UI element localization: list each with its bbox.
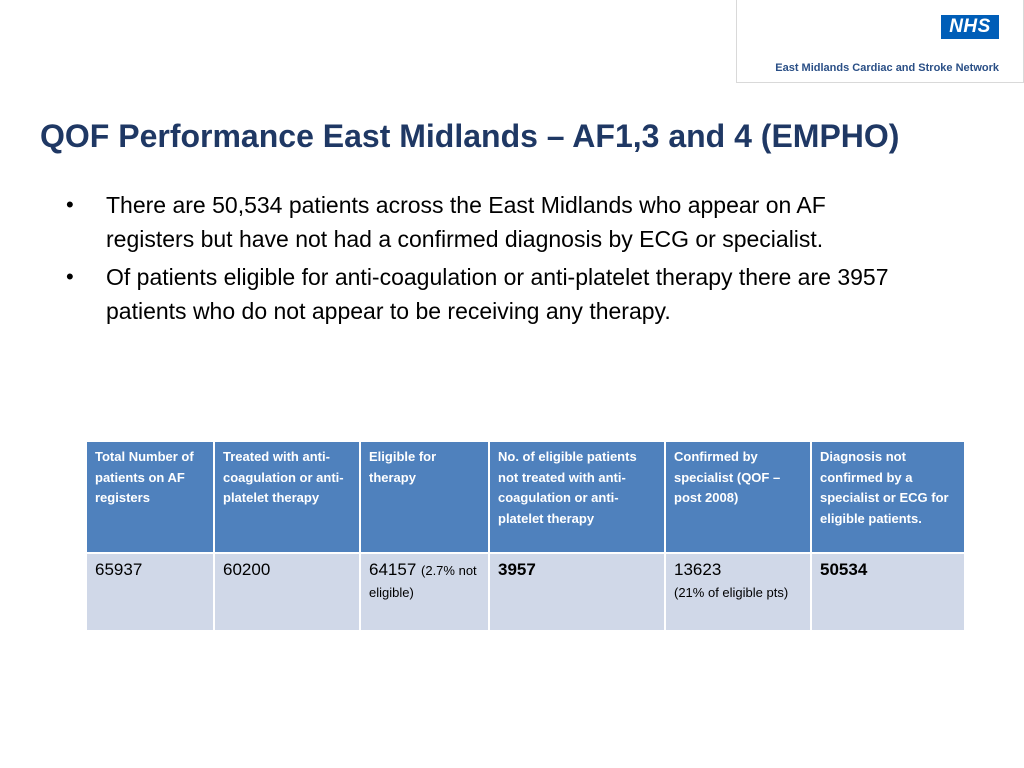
qof-table: [85, 440, 966, 632]
slide-title: QOF Performance East Midlands – AF1,3 and 4 (EMPHO): [40, 118, 900, 154]
cell-treated: [214, 553, 360, 631]
cell-value: 65937: [95, 560, 143, 579]
bullet-dot-icon: •: [66, 192, 74, 217]
cell-note: (2.7% not eligible): [369, 563, 477, 600]
header-treated: Treated with anti-coagulation or anti-platelet therapy: [214, 441, 360, 553]
cell-not-treated: [489, 553, 665, 631]
bullet-text: Of patients eligible for anti-coagulation or anti-platelet therapy there are 3957 patients who do not appear to be receiving any therapy.: [106, 264, 889, 324]
header-confirmed: Confirmed by specialist (QOF – post 2008): [665, 441, 811, 553]
nhs-logo: NHS: [941, 15, 999, 39]
cell-value: 13623: [674, 560, 722, 579]
header-not-treated: No. of eligible patients not treated with anti-coagulation or anti-platelet therapy: [489, 441, 665, 553]
header-eligible: Eligible for therapy: [360, 441, 489, 553]
table-header-row: [86, 441, 965, 553]
header-not-confirmed: Diagnosis not confirmed by a specialist or ECG for eligible patients.: [811, 441, 965, 553]
cell-value: 50534: [820, 560, 868, 579]
cell-value: 60200: [223, 560, 271, 579]
cell-value: 64157: [369, 560, 417, 579]
cell-note: (21% of eligible pts): [674, 585, 789, 600]
bullet-item: [60, 260, 920, 328]
cell-confirmed: [665, 553, 811, 631]
cell-eligible: [360, 553, 489, 631]
nhs-logo-panel: [736, 0, 1024, 83]
cell-not-confirmed: [811, 553, 965, 631]
bullet-dot-icon: •: [66, 264, 74, 289]
network-name: East Midlands Cardiac and Stroke Network: [775, 62, 999, 74]
bullet-list: [60, 188, 920, 332]
table-row: [86, 553, 965, 631]
header-total-patients: Total Number of patients on AF registers: [86, 441, 214, 553]
cell-value: 3957: [498, 560, 536, 579]
bullet-item: [60, 188, 920, 256]
cell-total-patients: [86, 553, 214, 631]
bullet-text: There are 50,534 patients across the East Midlands who appear on AF registers but have not had a confirmed diagnosis by ECG or specialist.: [106, 192, 826, 252]
